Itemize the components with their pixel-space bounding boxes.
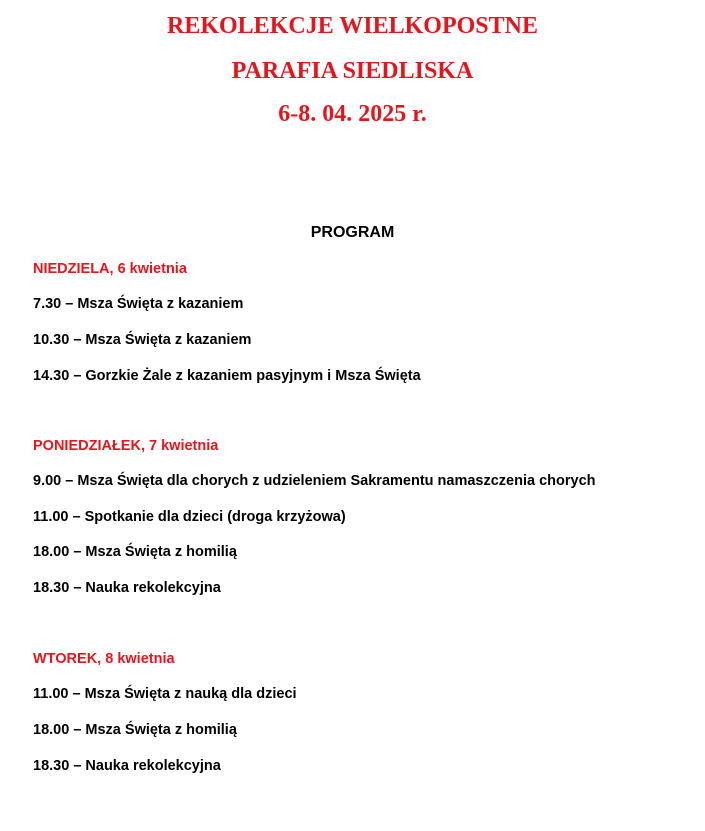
schedule-item: 18.30 – Nauka rekolekcyjna <box>33 758 221 774</box>
day-header-monday: PONIEDZIAŁEK, 7 kwietnia <box>33 438 219 454</box>
schedule-item: 11.00 – Msza Święta z nauką dla dzieci <box>33 686 297 702</box>
schedule-item: 14.30 – Gorzkie Żale z kazaniem pasyjnym i Msza Święta <box>33 368 421 384</box>
title-parish: PARAFIA SIEDLISKA <box>231 58 474 84</box>
schedule-item: 7.30 – Msza Święta z kazaniem <box>33 296 244 312</box>
schedule-item: 18.00 – Msza Święta z homilią <box>33 722 237 738</box>
schedule-item: 18.00 – Msza Święta z homilią <box>33 544 237 560</box>
schedule-item: 10.30 – Msza Święta z kazaniem <box>33 332 252 348</box>
schedule-item: 11.00 – Spotkanie dla dzieci (droga krzyżowa) <box>33 509 346 525</box>
program-heading: PROGRAM <box>310 224 395 241</box>
day-header-sunday: NIEDZIELA, 6 kwietnia <box>33 261 187 277</box>
schedule-item: 9.00 – Msza Święta dla chorych z udzieleniem Sakramentu namaszczenia chorych <box>33 473 596 489</box>
title-dates: 6-8. 04. 2025 r. <box>278 101 427 127</box>
day-header-tuesday: WTOREK, 8 kwietnia <box>33 651 175 667</box>
schedule-item: 18.30 – Nauka rekolekcyjna <box>33 580 221 596</box>
title-retreat: REKOLEKCJE WIELKOPOSTNE <box>167 13 538 39</box>
